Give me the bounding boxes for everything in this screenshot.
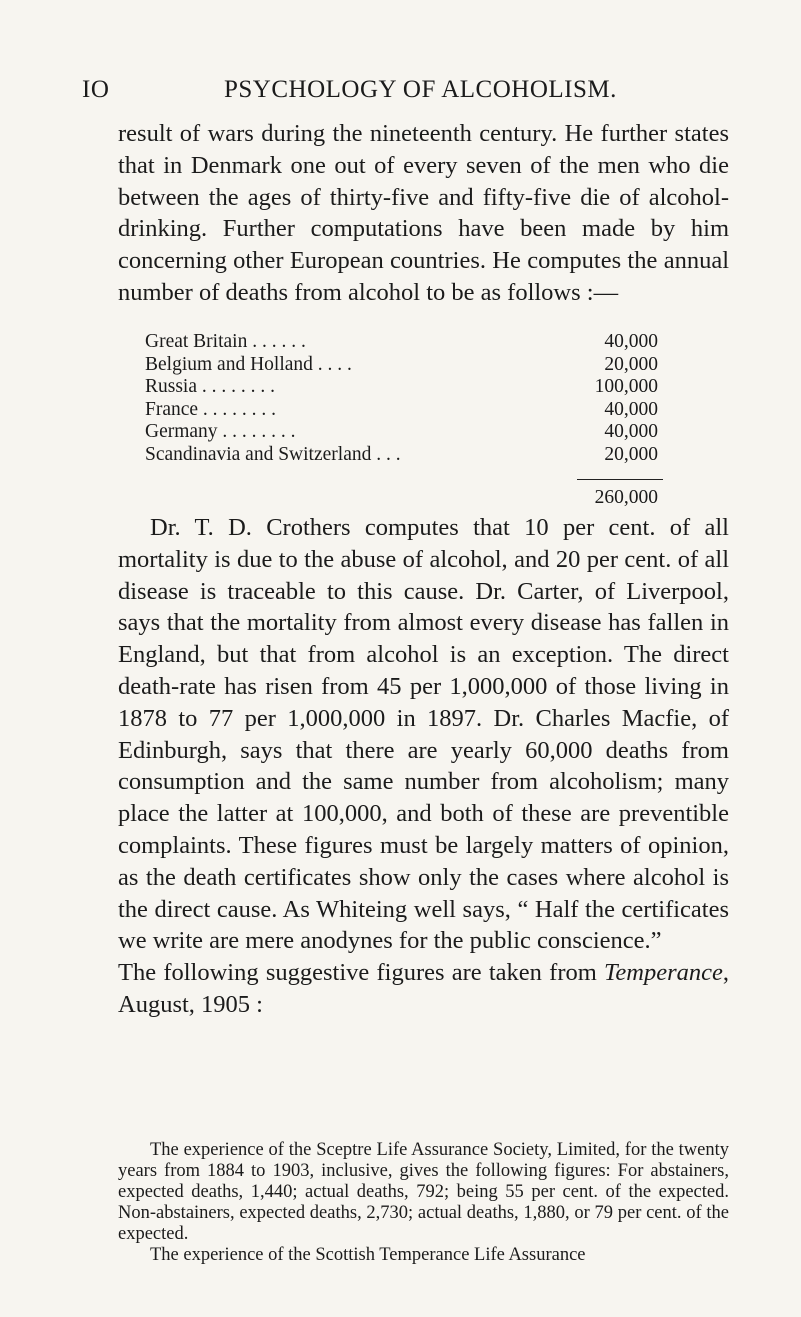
row-value: 40,000: [604, 421, 658, 442]
row-label: Germany . . . . . . . .: [145, 421, 296, 442]
table-row: [145, 354, 705, 377]
page-number: IO: [82, 76, 110, 103]
table-row: [145, 376, 705, 399]
paragraph-1: [118, 118, 729, 309]
running-title: PSYCHOLOGY OF ALCOHOLISM.: [224, 76, 617, 103]
row-value: 100,000: [594, 376, 658, 397]
row-value: 20,000: [604, 353, 658, 375]
body-text: [118, 512, 729, 1021]
sum-rule: [577, 479, 663, 480]
quote-paragraph-2: The experience of the Scottish Temperance Life Assurance: [150, 1245, 586, 1265]
row-label: Belgium and Holland . . . .: [145, 353, 352, 375]
paragraph-3: [118, 957, 729, 1021]
table-row: [145, 331, 705, 354]
row-label: Russia . . . . . . . .: [145, 376, 276, 397]
table-row: [145, 444, 705, 467]
deaths-table: [145, 331, 705, 508]
row-label: Scandinavia and Switzerland . . .: [145, 443, 401, 465]
publication-title: Temperance: [604, 959, 723, 987]
table-row: [145, 421, 705, 444]
row-value: 20,000: [604, 443, 658, 465]
table-total: 260,000: [594, 487, 658, 508]
paragraph-1-text: result of wars during the nineteenth century. He further states that in Denmark one out of every seven of the men who die between the ages of thirty-five and fifty-five die of alcohol-drinking. Further computations have been made by him concerning other European countries. He computes the annual number of deaths from alcohol to be as follows :—: [118, 120, 729, 306]
paragraph-3-lead: The following suggestive figures are taken from: [118, 959, 597, 987]
quote-paragraph-1: The experience of the Sceptre Life Assurance Society, Limited, for the twenty years from 1884 to 1903, inclusive, gives the following figures: For abstainers, expected deaths, 1,440; actual deaths, 792; being 55 per cent. of the expected. Non-abstainers, expected deaths, 2,730; actual deaths, 1,880, or 79 per cent. of the expected.: [118, 1140, 729, 1244]
paragraph-3-tail: , August, 1905 :: [118, 959, 729, 1018]
table-row: [145, 399, 705, 422]
row-value: 40,000: [604, 398, 658, 420]
paragraph-2: Dr. T. D. Crothers computes that 10 per cent. of all mortality is due to the abuse of alcohol, and 20 per cent. of all disease is traceable to this cause. Dr. Carter, of Liverpool, says that the mortality from almost every disease has fallen in England, but that from alcohol is an exception. The direct death-rate has risen from 45 per 1,000,000 of those living in 1878 to 77 per 1,000,000 in 1897. Dr. Charles Macfie, of Edinburgh, says that there are yearly 60,000 deaths from consumption and the same number from alcoholism; many place the latter at 100,000, and both of these are preventible complaints. These figures must be largely matters of opinion, as the death certificates show only the cases where alcohol is the direct cause. As Whiteing well says, “ Half the certificates we write are mere anodynes for the public conscience.”: [118, 514, 729, 955]
row-value: 40,000: [604, 331, 658, 352]
row-label: France . . . . . . . .: [145, 398, 277, 420]
row-label: Great Britain . . . . . .: [145, 331, 306, 352]
quoted-extract: [118, 1140, 729, 1266]
